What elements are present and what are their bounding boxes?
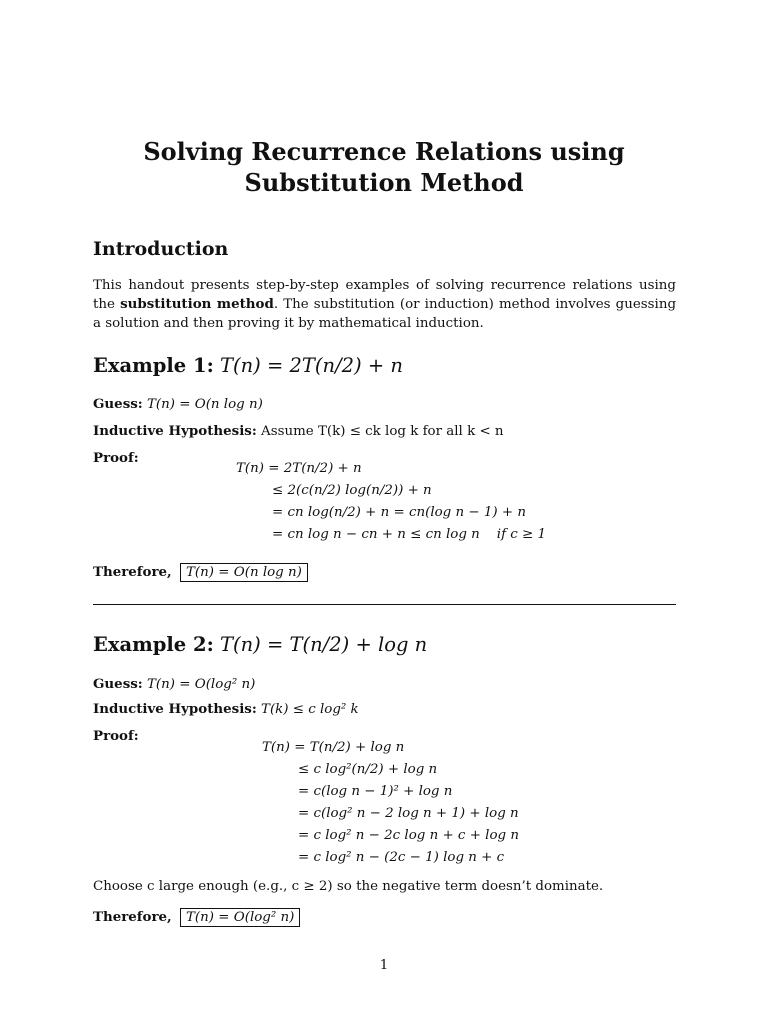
boxed-result xyxy=(180,908,300,927)
example-2-conclusion xyxy=(93,908,300,927)
boxed-result xyxy=(180,563,308,582)
intro-text-pre: This handout presents step-by-step examples of solving recurrence relations using the xyxy=(93,278,676,312)
guess-label: Guess: xyxy=(93,676,143,692)
hypothesis-label: Inductive Hypothesis: xyxy=(93,423,257,439)
equation-text: ≤ c log²(n/2) + log n xyxy=(298,762,438,777)
proof-label: Proof: xyxy=(93,450,139,466)
hypothesis-value: Assume T(k) ≤ ck log k for all k < n xyxy=(261,424,504,439)
result-text: T(n) = O(n log n) xyxy=(186,565,302,580)
equation-line xyxy=(262,847,519,869)
example-1-conclusion xyxy=(93,563,308,582)
title-line-1: Solving Recurrence Relations using xyxy=(143,137,625,166)
intro-bold-term: substitution method xyxy=(120,296,274,312)
example-1-hypothesis xyxy=(93,423,504,439)
document-title xyxy=(0,136,768,198)
intro-text-post: . The substitution (or induction) method involves guessing a solution and then proving it by mathematical induction. xyxy=(93,297,677,331)
equation-line xyxy=(262,737,519,759)
equation-line xyxy=(262,781,519,803)
equation-line xyxy=(236,502,546,524)
page-number: 1 xyxy=(379,958,389,973)
introduction-heading: Introduction xyxy=(93,238,229,260)
example-1-recurrence: T(n) = 2T(n/2) + n xyxy=(219,354,403,377)
equation-text: = cn log n − cn + n ≤ cn log n if c ≥ 1 xyxy=(272,527,547,542)
guess-value: T(n) = O(log² n) xyxy=(146,677,256,692)
example-2-note: Choose c large enough (e.g., c ≥ 2) so the negative term doesn’t dominate. xyxy=(93,879,604,894)
equation-text: T(n) = 2T(n/2) + n xyxy=(236,461,362,476)
hypothesis-label: Inductive Hypothesis: xyxy=(93,701,257,717)
title-line-2: Substitution Method xyxy=(244,168,524,197)
equation-line xyxy=(236,524,546,546)
example-1-guess xyxy=(93,396,263,412)
example-2-proof-label xyxy=(93,728,139,744)
example-1-heading xyxy=(93,354,403,377)
equation-text: = cn log(n/2) + n = cn(log n − 1) + n xyxy=(272,505,526,520)
equation-line xyxy=(262,803,519,825)
guess-label: Guess: xyxy=(93,396,143,412)
equation-text: = c(log² n − 2 log n + 1) + log n xyxy=(298,806,519,821)
equation-line xyxy=(236,458,546,480)
example-2-recurrence: T(n) = T(n/2) + log n xyxy=(219,633,428,656)
equation-text: T(n) = T(n/2) + log n xyxy=(262,740,405,755)
example-2-guess xyxy=(93,676,255,692)
example-1-label: Example 1: xyxy=(93,354,214,377)
hypothesis-value: T(k) ≤ c log² k xyxy=(261,702,359,717)
example-2-proof-equations xyxy=(262,737,519,869)
example-2-label: Example 2: xyxy=(93,633,214,656)
example-2-heading xyxy=(93,633,427,656)
section-divider xyxy=(93,604,676,605)
result-text: T(n) = O(log² n) xyxy=(186,910,295,925)
equation-text: ≤ 2(c(n/2) log(n/2)) + n xyxy=(272,483,432,498)
equation-line xyxy=(236,480,546,502)
equation-line xyxy=(262,825,519,847)
equation-text: = c log² n − 2c log n + c + log n xyxy=(298,828,519,843)
equation-line xyxy=(262,759,519,781)
therefore-label: Therefore, xyxy=(93,564,172,580)
example-1-proof-label xyxy=(93,450,139,466)
guess-value: T(n) = O(n log n) xyxy=(146,397,263,412)
proof-label: Proof: xyxy=(93,728,139,744)
therefore-label: Therefore, xyxy=(93,909,172,925)
equation-text: = c log² n − (2c − 1) log n + c xyxy=(298,850,505,865)
example-2-hypothesis xyxy=(93,701,359,717)
example-1-proof-equations xyxy=(236,458,546,546)
introduction-paragraph xyxy=(93,276,676,333)
equation-text: = c(log n − 1)² + log n xyxy=(298,784,453,799)
